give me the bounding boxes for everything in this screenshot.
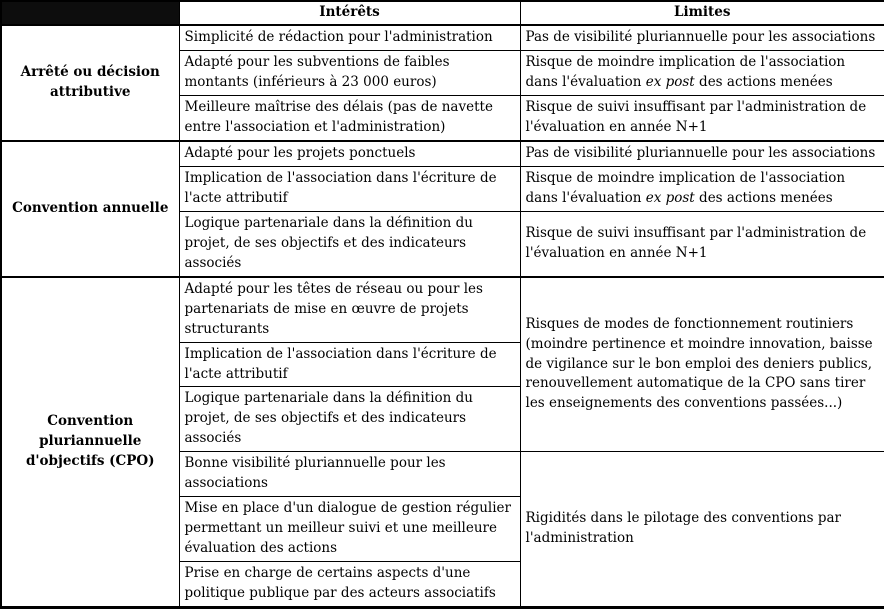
interet-cell: Logique partenariale dans la définition du projet, de ses objectifs et des indicateurs associés: [179, 387, 520, 452]
limite-text: Risque de moindre implication de l'association dans l'évaluation: [525, 169, 846, 206]
limite-text-post: des actions menées: [699, 189, 833, 206]
limite-text-post: des actions menées: [699, 73, 833, 90]
interet-cell: Adapté pour les subventions de faibles montants (inférieurs à 23 000 euros): [179, 50, 520, 95]
table-row: [1, 141, 884, 166]
interet-cell: Logique partenariale dans la définition du projet, de ses objectifs et des indicateurs associés: [179, 211, 520, 276]
limite-cell: [520, 141, 884, 166]
group-label-arrete: Arrêté ou décision attributive: [1, 25, 179, 141]
limite-text: Pas de visibilité pluriannuelle pour les associations: [525, 144, 876, 161]
limite-text: Risque de suivi insuffisant par l'administration de l'évaluation en année N+1: [525, 224, 867, 261]
interet-cell: Meilleure maîtrise des délais (pas de navette entre l'association et l'administration): [179, 95, 520, 140]
limite-italic: ex post: [645, 73, 695, 90]
limite-cell: [520, 211, 884, 276]
group-label-cpo: Convention pluriannuelle d'objectifs (CPO): [1, 277, 179, 608]
corner-cell: [1, 1, 179, 25]
table-row: [1, 25, 884, 50]
limite-cell: [520, 95, 884, 140]
limite-cell: [520, 166, 884, 211]
header-limites-label: Limites: [520, 1, 884, 25]
interet-cell: Mise en place d'un dialogue de gestion régulier permettant un meilleur suivi et une meilleure évaluation des actions: [179, 497, 520, 562]
limite-cell-merged: Rigidités dans le pilotage des conventions par l'administration: [520, 452, 884, 608]
group-label-convention-annuelle: Convention annuelle: [1, 141, 179, 277]
interet-cell: Implication de l'association dans l'écriture de l'acte attributif: [179, 342, 520, 387]
limite-cell: [520, 25, 884, 50]
limite-text: Risque de suivi insuffisant par l'administration de l'évaluation en année N+1: [525, 98, 867, 135]
limite-cell: [520, 50, 884, 95]
interet-cell: Adapté pour les projets ponctuels: [179, 141, 520, 166]
interet-cell: Simplicité de rédaction pour l'administration: [179, 25, 520, 50]
interet-cell: Bonne visibilité pluriannuelle pour les associations: [179, 452, 520, 497]
limite-cell-merged: Risques de modes de fonctionnement routiniers (moindre pertinence et moindre innovation, baisse de vigilance sur le bon emploi des deniers publics, renouvellement automatique de la CPO sans tirer les enseignements des conventions passées...): [520, 277, 884, 452]
header-interets-label: Intérêts: [179, 1, 520, 25]
header-row: [1, 1, 884, 25]
interet-cell: Prise en charge de certains aspects d'une politique publique par des acteurs associatifs: [179, 562, 520, 608]
limite-text: Risque de moindre implication de l'association dans l'évaluation: [525, 53, 846, 90]
limite-italic: ex post: [645, 189, 695, 206]
limite-text: Pas de visibilité pluriannuelle pour les associations: [525, 28, 876, 45]
table-row: [1, 277, 884, 342]
interet-cell: Adapté pour les têtes de réseau ou pour les partenariats de mise en œuvre de projets structurants: [179, 277, 520, 342]
interet-cell: Implication de l'association dans l'écriture de l'acte attributif: [179, 166, 520, 211]
